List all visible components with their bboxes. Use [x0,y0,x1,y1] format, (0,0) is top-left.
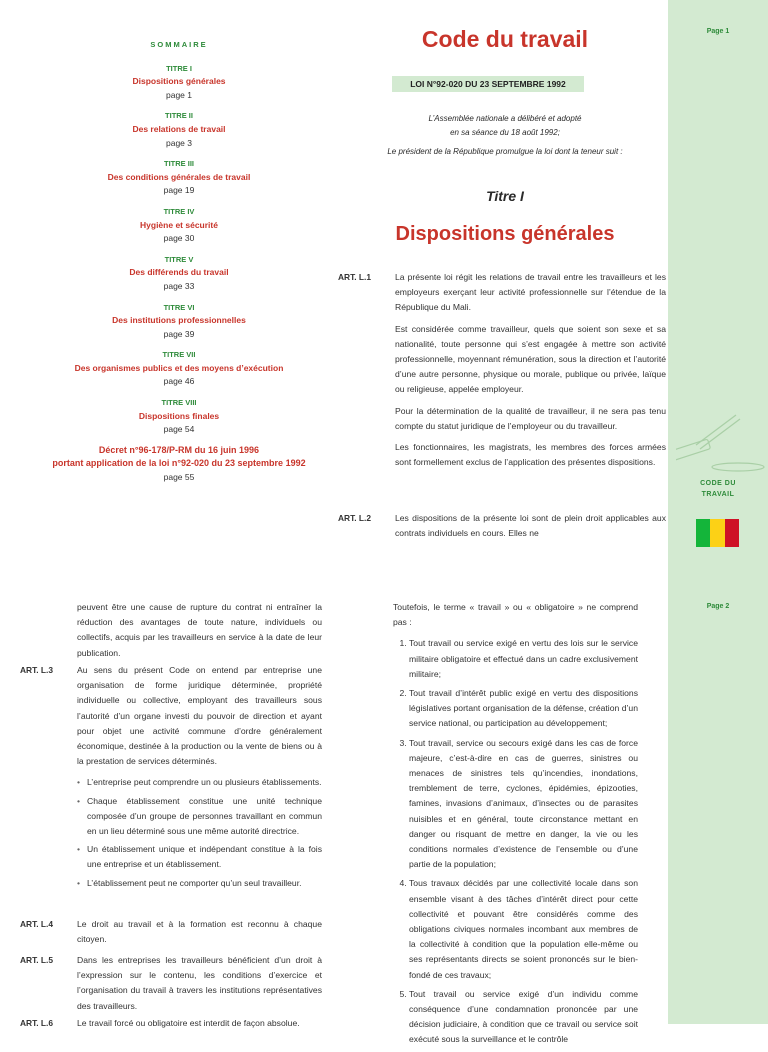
sidebar [668,0,768,1024]
titre-heading: Titre I [486,188,524,204]
sommaire-heading: SOMMAIRE [150,40,208,49]
page2-right-column [393,600,638,1052]
article-label: ART. L.4 [20,919,54,929]
code-du-travail-label: CODE DU TRAVAIL [700,480,736,498]
gavel-icon [676,405,766,475]
article-l3: ART. L.3 Au sens du présent Code on entend par entreprise une organisation de forme juridique déterminée, propriété individuelle ou collective, employant des travailleurs sous l’autorité d’un organe investi du pouvoir de direction et ayant pour objet une activité commune d’ordre généralement économique, destinée à la production ou la vente de biens ou à la prestation de services déterminés. • L’entreprise peut comprendre un ou plusieurs établissements. • Chaque établissement constitue une unité technique composée d’un groupe de personnes travaillant en commun en un lieu déterminé sous une même autorité directrice. • Un établissement unique et indépendant constitue à la fois une entreprise et un établissement. • L’établissement peut ne comporter qu’un seul travailleur. [20,663,322,895]
sommaire [20,38,338,492]
flag-red-band [725,519,739,547]
toc-entry[interactable]: TITRE VI Des institutions professionnelles page 39 [112,302,246,339]
toc-entry[interactable]: TITRE I Dispositions générales page 1 [132,63,226,100]
page2-left-column: peuvent être une cause de rupture du contrat ni entraîner la réduction des avantages de toute nature, individuels ou collectifs, acquis par les travailleurs en service à la date de leur publication. [77,602,322,658]
exceptions-intro: Toutefois, le terme « travail » ou « obligatoire » ne comprend pas : [393,602,638,628]
article-l5: ART. L.5 Dans les entreprises les travailleurs bénéficient d’un droit à l’expression sur le contenu, les conditions d’exercice et l’organisation du travail à travers les institutions représentatives des travailleurs. [20,955,322,1011]
toc-entry[interactable]: TITRE IV Hygiène et sécurité page 30 [140,206,218,244]
list-item: 4. Tous travaux décidés par une collectivité locale dans son ensemble visant à des tâches d’intérêt direct pour cette collectivité et pouvant être considérés comme des obligations civiques normales incombant aux membres de la collectivité à condition que la population elle-même ou ses représentants directs se soient prononcés sur le bien-fondé de ces travaux; [409,876,638,982]
toc-entry[interactable]: TITRE V Des différends du travail page 33 [129,254,229,291]
page-2-label: Page 2 [706,603,730,610]
list-item: • Un établissement unique et indépendant constitue à la fois une entreprise et un établissement. [87,842,322,872]
list-item: • L’établissement peut ne comporter qu’un seul travailleur. [87,876,322,891]
l3-bullet-list [77,775,322,890]
list-item: • Chaque établissement constitue une unité technique composée d’un groupe de personnes travaillant en commun en un lieu déterminé sous une même autorité directrice. [87,794,322,840]
toc-entry[interactable]: TITRE II Des relations de travail page 3 [132,111,226,148]
mali-flag [696,519,739,547]
toc-entry[interactable]: TITRE VII Des organismes publics et des moyens d’exécution page 46 [74,350,284,387]
list-item: 2. Tout travail d’intérêt public exigé en vertu des dispositions législatives portant organisation de la défense, création d’un service national, ou participation au développement; [409,686,638,732]
article-label: ART. L.5 [20,955,54,965]
flag-yellow-band [710,519,724,547]
list-item: 5. Tout travail ou service exigé d’un individu comme conséquence d’une condamnation prononcée par une décision judiciaire, à condition que ce travail ou service soit exécuté sous la surveillance et le contrôle [409,987,638,1048]
document-title: Code du travail [421,26,589,52]
article-label: ART. L.2 [338,513,372,523]
flag-green-band [696,519,710,547]
article-label: ART. L.3 [20,665,54,675]
article-l6: ART. L.6 Le travail forcé ou obligatoire est interdit de façon absolue. [20,1016,322,1037]
page-1-label: Page 1 [706,28,730,35]
list-item: 3. Tout travail, service ou secours exigé dans les cas de force majeure, c’est-à-dire en cas de guerres, sinistres ou menaces de sinistres tels qu’incendies, inondations, tremblement de terre, cyclones, épidémies, épizooties, famines, invasions d’animaux, d’insectes ou de parasites nuisibles et en général, toute circonstance mettant en danger ou risquant de mettre en danger, la vie ou les conditions normales d’existence de l’ensemble ou d’une partie de la population; [409,736,638,873]
article-l4: ART. L.4 Le droit au travail et à la formation est reconnu à chaque citoyen. [20,919,322,945]
exceptions-list [393,636,638,1047]
section-heading: Dispositions générales [395,223,615,245]
toc-entry[interactable]: TITRE III Des conditions générales de travail page 19 [107,159,251,196]
article-l2: ART. L.2 Les dispositions de la présente loi sont de plein droit applicables aux contrats individuels en cours. Elles ne [338,513,666,539]
loi-reference: LOI N°92-020 DU 23 SEPTEMBRE 1992 [392,76,584,92]
list-item: 1. Tout travail ou service exigé en vertu des lois sur le service militaire obligatoire et effectué dans un cadre exclusivement militaire; [409,636,638,682]
toc-entry-decree[interactable]: Décret n°96-178/P-RM du 16 juin 1996 portant application de la loi n°92-020 du 23 septembre 1992 page 55 [52,444,306,483]
preamble: L’Assemblée nationale a délibéré et adopté en sa séance du 18 août 1992; Le président de la République promulgue la loi dont la teneur suit : [387,114,623,156]
toc-entry[interactable]: TITRE VIII Dispositions finales page 54 [138,398,220,435]
article-label: ART. L.6 [20,1018,54,1028]
article-label: ART. L.1 [338,272,372,282]
list-item: • L’entreprise peut comprendre un ou plusieurs établissements. [87,775,322,790]
article-l1: ART. L.1 La présente loi régit les relations de travail entre les travailleurs et les employeurs exerçant leur activité professionnelle sur l’étendue de la République du Mali. Est considérée comme travailleur, quels que soient son sexe et sa nationalité, toute personne qui s’est engagée à mettre son activité professionnelle, moyennant rémunération, sous la direction et l’autorité d’une autre personne, physique ou morale, publique ou privée, laïque ou religieuse, appelée employeur. Pour la détermination de la qualité de travailleur, il ne sera pas tenu compte du statut juridique de l’employeur ou du travailleur. Les fonctionnaires, les magistrats, les membres des forces armées sont formellement exclus de l’application des présentes dispositions. [338,272,666,468]
